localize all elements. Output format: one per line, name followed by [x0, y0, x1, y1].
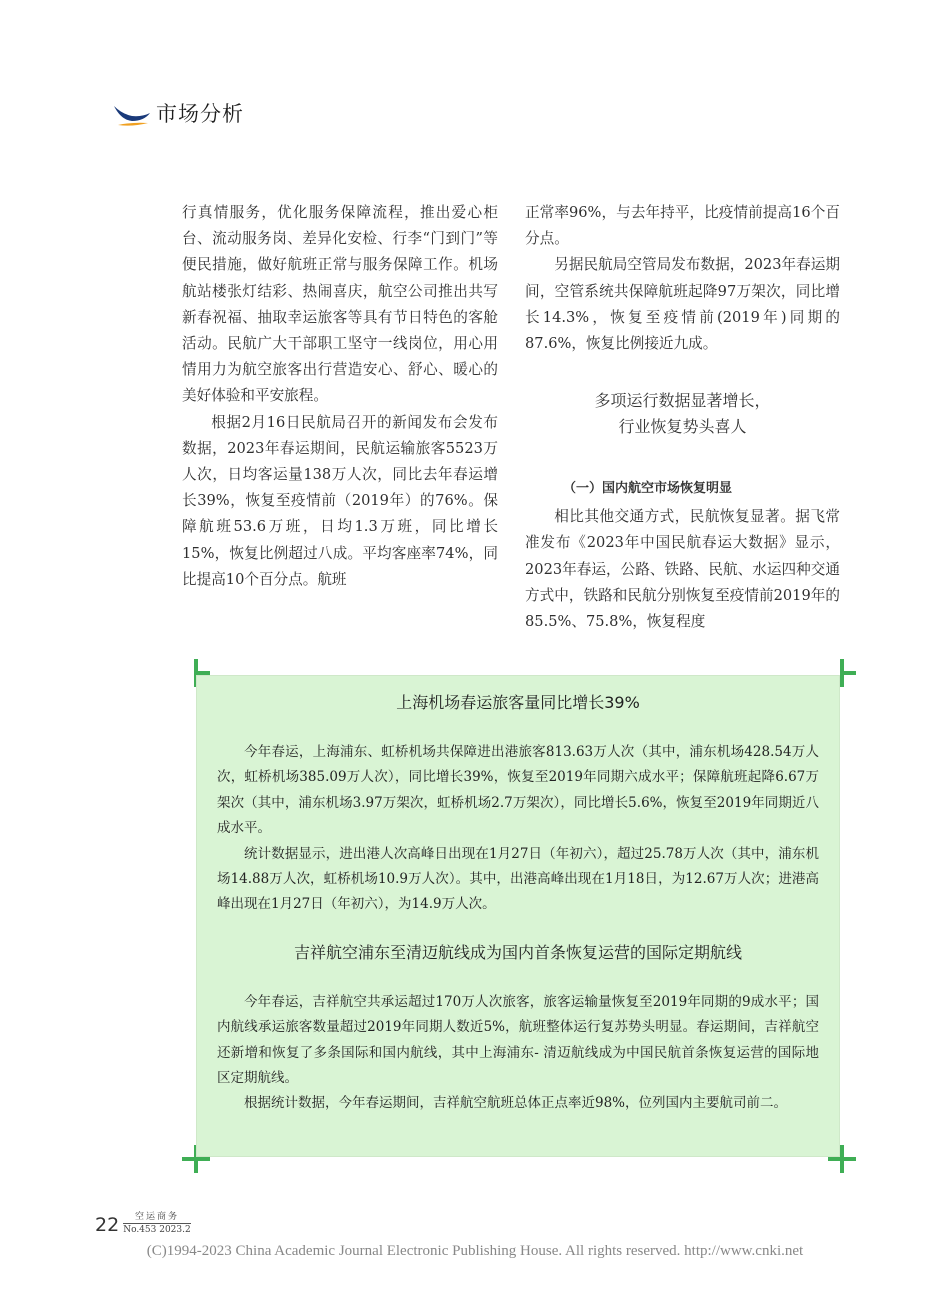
right-paragraph-3: 相比其他交通方式，民航恢复显著。据飞常准发布《2023年中国民航春运大数据》显示，2023年春运，公路、铁路、民航、水运四种交通方式中，铁路和民航分别恢复至疫情前2019年的85.5%、75.8%，恢复程度 — [525, 508, 840, 631]
page-footer — [95, 1212, 191, 1235]
sidebar-box — [180, 657, 840, 1157]
copyright-notice: (C)1994-2023 China Academic Journal Electronic Publishing House. All rights reserved. http://www.cnki.net — [146, 1243, 804, 1259]
page-number: 22 — [95, 1214, 120, 1236]
section-heading-line-1: 多项运行数据显著增长， — [594, 391, 771, 411]
left-column — [182, 200, 498, 593]
box-title-1: 上海机场春运旅客量同比增长39% — [396, 693, 640, 712]
box-paragraph: 今年春运，上海浦东、虹桥机场共保障进出港旅客813.63万人次（其中，浦东机场428.54万人次，虹桥机场385.09万人次），同比增长39%，恢复至2019年同期六成水平；保障航班起降6.67万架次（其中，浦东机场3.97万架次，虹桥机场2.7万架次），同比增长5.6%，恢复至2019年同期近八成水平。 — [217, 744, 819, 837]
magazine-info — [123, 1212, 191, 1235]
section-heading-line-2: 行业恢复势头喜人 — [618, 417, 747, 437]
sidebar-box-content — [196, 675, 840, 1157]
box-title-2: 吉祥航空浦东至清迈航线成为国内首条恢复运营的国际定期航线 — [293, 942, 742, 962]
left-paragraph-1: 行真情服务，优化服务保障流程，推出爱心柜台、流动服务岗、差异化安检、行李“门到门”等便民措施，做好航班正常与服务保障工作。机场航站楼张灯结彩、热闹喜庆，航空公司推出共写新春祝福、抽取幸运旅客等具有节日特色的客舱活动。民航广大干部职工坚守一线岗位，用心用情用力为航空旅客出行营造安心、舒心、暖心的美好体验和平安旅程。 — [182, 204, 498, 405]
left-paragraph-2: 根据2月16日民航局召开的新闻发布会发布数据，2023年春运期间，民航运输旅客5523万人次，日均客运量138万人次，同比去年春运增长39%，恢复至疫情前（2019年）的76%。保障航班53.6万班，日均1.3万班，同比增长15%，恢复比例超过八成。平均客座率74%，同比提高10个百分点。航班 — [182, 413, 498, 588]
issue-info: No.453 2023.2 — [123, 1225, 191, 1235]
section-header — [112, 96, 244, 130]
box-paragraph: 根据统计数据，今年春运期间，吉祥航空航班总体正点率近98%，位列国内主要航司前二。 — [244, 1095, 788, 1112]
right-column — [525, 200, 840, 635]
magazine-name: 空运商务 — [123, 1212, 191, 1224]
right-paragraph-2: 另据民航局空管局发布数据，2023年春运期间，空管系统共保障航班起降97万架次，同比增长14.3%，恢复至疫情前(2019年)同期的87.6%，恢复比例接近九成。 — [525, 256, 840, 353]
airplane-logo-icon — [112, 96, 152, 130]
right-paragraph-1: 正常率96%，与去年持平，比疫情前提高16个百分点。 — [525, 204, 840, 248]
box-paragraph: 今年春运，吉祥航空共承运超过170万人次旅客，旅客运输量恢复至2019年同期的9成水平；国内航线承运旅客数量超过2019年同期人数近5%，航班整体运行复苏势头明显。春运期间，吉祥航空还新增和恢复了多条国际和国内航线，其中上海浦东- 清迈航线成为中国民航首条恢复运营的国际地区定期航线。 — [217, 993, 819, 1087]
section-heading — [525, 388, 840, 440]
box-paragraph: 统计数据显示，进出港人次高峰日出现在1月27日（年初六），超过25.78万人次（其中，浦东机场14.88万人次，虹桥机场10.9万人次）。其中，出港高峰出现在1月18日，为12.67万人次；进港高峰出现在1月27日（年初六），为14.9万人次。 — [217, 845, 819, 913]
section-title: 市场分析 — [156, 102, 244, 126]
subsection-heading: （一）国内航空市场恢复明显 — [563, 481, 733, 497]
